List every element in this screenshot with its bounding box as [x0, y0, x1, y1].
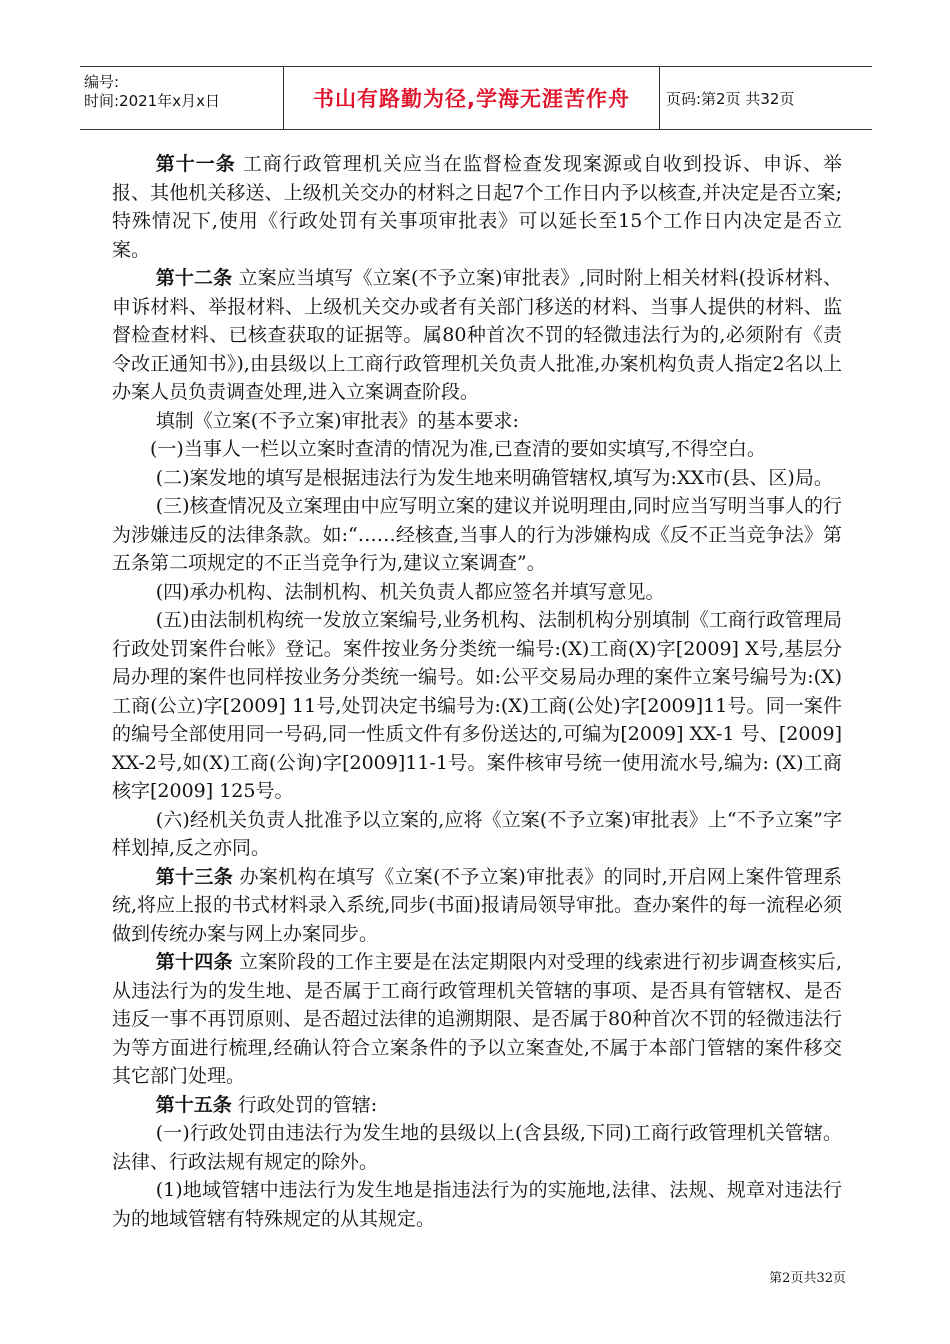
paragraph-text: (一)行政处罚由违法行为发生地的县级以上(含县级,下同)工商行政管理机关管辖。法律、行政法规有规定的除外。 — [112, 1122, 842, 1173]
page-header — [80, 66, 872, 130]
article-title: 第十四条 — [155, 951, 233, 973]
paragraph-text: (六)经机关负责人批准予以立案的,应将《立案(不予立案)审批表》上“不予立案”字样划掉,反之亦同。 — [112, 808, 842, 859]
header-motto: 书山有路勤为径,学海无涯苦作舟 — [284, 67, 660, 129]
header-page-label: 页码:第2页 共32页 — [666, 89, 795, 108]
paragraph — [112, 606, 842, 806]
paragraph-text: (二)案发地的填写是根据违法行为发生地来明确管辖权,填写为:XX市(县、区)局。 — [155, 466, 833, 489]
page-footer: 第2页共32页 — [769, 1271, 846, 1286]
paragraph — [112, 407, 842, 436]
time-label: 时间:2021年x月x日 — [84, 92, 220, 110]
paragraph-text: (一)当事人一栏以立案时查清的情况为准,已查清的要如实填写,不得空白。 — [150, 438, 766, 460]
paragraph — [112, 806, 842, 863]
paragraph — [112, 464, 842, 493]
paragraph-text: 工商行政管理机关应当在监督检查发现案源或自收到投诉、申诉、举报、其他机关移送、上级机关交办的材料之日起7个工作日内予以核查,并决定是否立案;特殊情况下,使用《行政处罚有关事项审批表》可以延长至15个工作日内决定是否立案。 — [112, 153, 842, 261]
paragraph-text: (1)地域管辖中违法行为发生地是指违法行为的实施地,法律、法规、规章对违法行为的地域管辖有特殊规定的从其规定。 — [112, 1179, 842, 1230]
paragraph — [112, 1176, 842, 1233]
article-title: 第十一条 — [155, 153, 236, 175]
paragraph — [112, 1119, 842, 1176]
paragraph-text: 填制《立案(不予立案)审批表》的基本要求: — [155, 409, 519, 432]
paragraph — [112, 948, 842, 1091]
paragraph-text: (四)承办机构、法制机构、机关负责人都应签名并填写意见。 — [155, 580, 665, 603]
paragraph-text: (五)由法制机构统一发放立案编号,业务机构、法制机构分别填制《工商行政管理局行政处罚案件台帐》登记。案件按业务分类统一编号:(X)工商(X)字[2009] X号,基层分局办理的案件也同样按业务分类统一编号。如:公平交易局办理的案件立案号编号为:(X)工商(公立)字[2009] 11号,处罚决定书编号为:(X)工商(公处)字[2009]11号。同一案件的编号全部使用同一号码,同一性质文件有多份送达的,可编为[2009] XX-1 号、[2009] XX-2号,如(X)工商(公询)字[2009]11-1号。案件核审号统一使用流水号,编为: (X)工商核字[2009] 125号。 — [112, 609, 842, 802]
paragraph-text: 立案应当填写《立案(不予立案)审批表》,同时附上相关材料(投诉材料、申诉材料、举报材料、上级机关交办或者有关部门移送的材料、当事人提供的材料、监督检查材料、已核查获取的证据等。属80种首次不罚的轻微违法行为的,必须附有《责令改正通知书》),由县级以上工商行政管理机关负责人批准,办案机构负责人指定2名以上办案人员负责调查处理,进入立案调查阶段。 — [112, 267, 842, 403]
paragraph-text: 行政处罚的管辖: — [231, 1093, 378, 1116]
paragraph-text: 立案阶段的工作主要是在法定期限内对受理的线索进行初步调查核实后,从违法行为的发生地、是否属于工商行政管理机关管辖的事项、是否具有管辖权、是否违反一事不再罚原则、是否超过法律的追溯期限、是否属于80种首次不罚的轻微违法行为等方面进行梳理,经确认符合立案条件的予以立案查处,不属于本部门管辖的案件移交其它部门处理。 — [112, 951, 842, 1087]
article-title: 第十五条 — [155, 1093, 232, 1116]
header-info — [80, 67, 284, 129]
paragraph-text: 办案机构在填写《立案(不予立案)审批表》的同时,开启网上案件管理系统,将应上报的书式材料录入系统,同步(书面)报请局领导审批。查办案件的每一流程必须做到传统办案与网上办案同步。 — [112, 865, 842, 945]
paragraph — [112, 264, 842, 407]
document-body — [112, 150, 842, 1233]
number-label: 编号: — [84, 73, 120, 91]
article-title: 第十二条 — [155, 267, 233, 289]
paragraph-text: (三)核查情况及立案理由中应写明立案的建议并说明理由,同时应当写明当事人的行为涉嫌违反的法律条款。如:“……经核查,当事人的行为涉嫌构成《反不正当竞争法》第五条第二项规定的不正当竞争行为,建议立案调查”。 — [112, 495, 842, 574]
article-title: 第十三条 — [155, 865, 234, 888]
paragraph — [112, 492, 842, 578]
paragraph — [112, 435, 842, 464]
paragraph — [112, 1091, 842, 1120]
paragraph — [112, 863, 842, 949]
paragraph — [112, 150, 842, 264]
paragraph — [112, 578, 842, 607]
